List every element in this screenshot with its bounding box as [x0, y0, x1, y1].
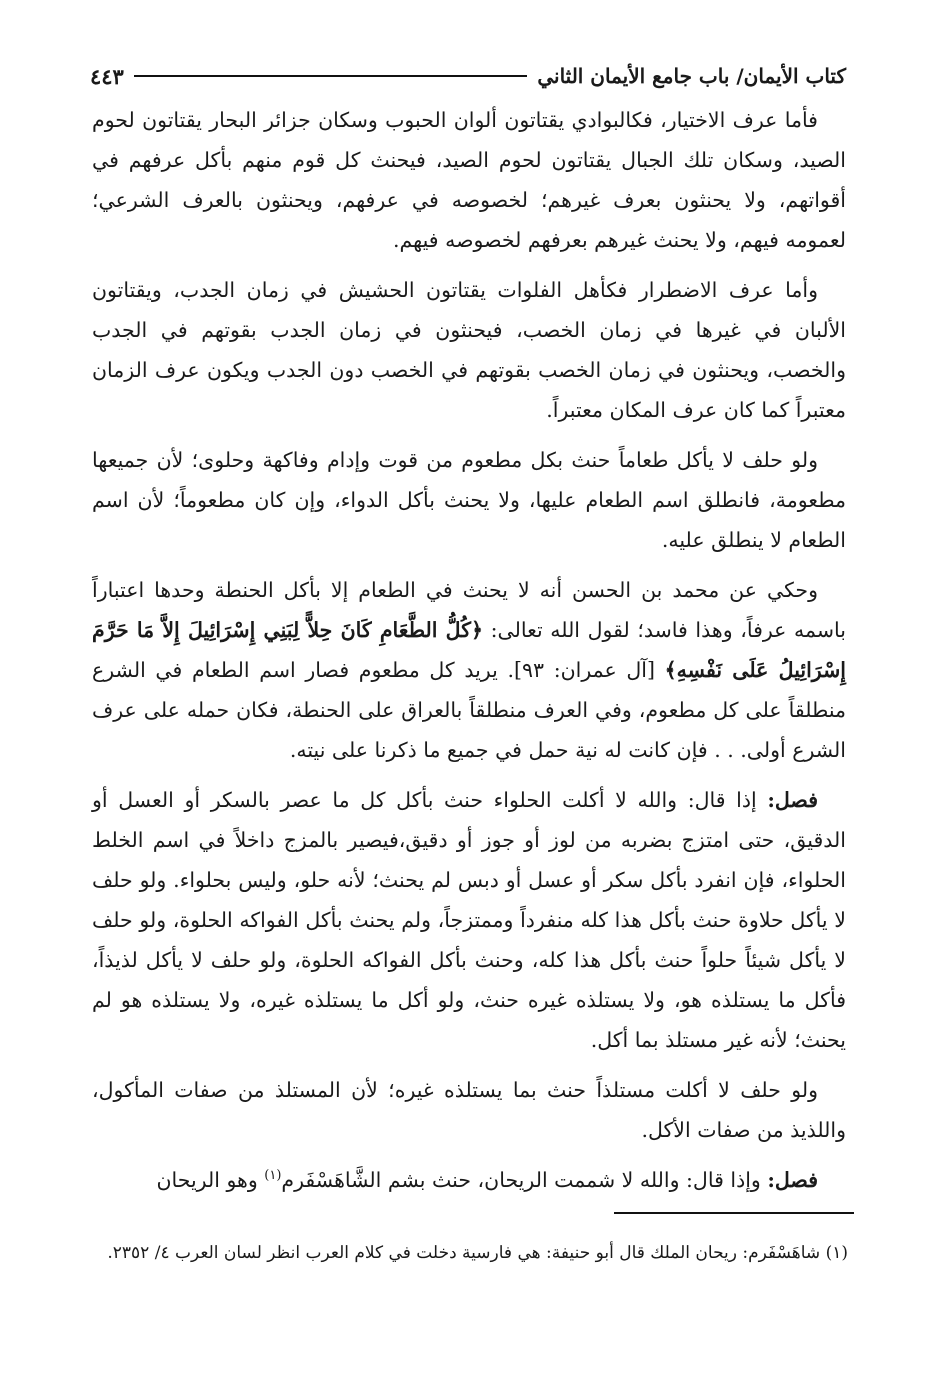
- section-text: وإذا قال: والله لا شممت الريحان، حنث بشم الشَّاهَسْفَرم: [281, 1168, 768, 1192]
- footnote-divider: [614, 1212, 854, 1214]
- paragraph-muhammad-ibn-hasan: [92, 570, 846, 770]
- footnote-number: (١): [825, 1243, 848, 1263]
- footnote: [92, 1236, 848, 1270]
- paragraph-food-oath: ولو حلف لا يأكل طعاماً حنث بكل مطعوم من قوت وإدام وفاكهة وحلوى؛ لأن جميعها مطعومة، فانطلق اسم الطعام عليها، ولا يحنث بأكل الدواء، وإن كان مطعوماً؛ لأن اسم الطعام لا ينطلق عليه.: [92, 448, 846, 552]
- section-sweets: [92, 780, 846, 1060]
- header-rule: [134, 75, 527, 77]
- running-header: [90, 56, 846, 96]
- main-text: [92, 100, 846, 1210]
- section-label: فصل:: [767, 788, 818, 812]
- section-text: إذا قال: والله لا أكلت الحلواء حنث بأكل كل ما عصر بالسكر أو العسل أو الدقيق، حتى امتزج بضربه من لوز أو جوز أو دقيق،فيصير بالمزج داخلاً في اسم الخلط الحلواء، فإن انفرد بأكل سكر أو عسل أو دبس لم يحنث؛ لأنه حلو، وليس بحلواء. ولو حلف لا يأكل حلاوة حنث بأكل هذا كله منفرداً وممتزجاً، ولم يحنث بأكل الفواكه الحلوة، ولو حلف لا يأكل شيئاً حلواً حنث بأكل هذا كله، وحنث بأكل الفواكه الحلوة، ولو حلف لا يأكل لذيذاً، فأكل ما يستلذه هو، ولا يستلذه غيره حنث، ولو أكل ما يستلذه غيره، ولا يستلذه هو لم يحنث؛ لأنه غير مستلذ بما أكل.: [92, 788, 846, 1052]
- paragraph-delicious: ولو حلف لا أكلت مستلذاً حنث بما يستلذه غيره؛ لأن المستلذ من صفات المأكول، واللذيذ من صفات الأكل.: [92, 1078, 846, 1142]
- paragraph-choice-custom: فأما عرف الاختيار، فكالبوادي يقتاتون ألوان الحبوب وسكان جزائر البحار يقتاتون لحوم الصيد، وسكان تلك الجبال يقتاتون لحوم الصيد، فيحنث كل قوم منهم بأكل عرفهم في أقواتهم، ولا يحنثون بعرف غيرهم؛ لخصوصه في عرفهم، ويحنثون بالعرف الشرعي؛ لعمومه فيهم، ولا يحنث غيرهم بعرفهم لخصوصه فيهم.: [92, 108, 846, 252]
- page-number: ٤٤٣: [90, 63, 124, 89]
- section-text: وهو الريحان: [156, 1168, 265, 1192]
- quran-verse: ﴿كُلُّ الطَّعَامِ كَانَ حِلاًّ لِبَنِي إِسْرَائِيلَ إِلاَّ مَا حَرَّمَ إِسْرَائِيلُ عَلَى نَفْسِهِ﴾: [92, 618, 846, 682]
- footnote-text: شاهَسْفَرم: ريحان الملك قال أبو حنيفة: هي فارسية دخلت في كلام العرب انظر لسان العرب ٤/ ٢٣٥٢.: [107, 1243, 826, 1263]
- footnote-reference: (١): [264, 1168, 282, 1184]
- section-basil: [92, 1160, 846, 1200]
- paragraph-text: وحكي عن محمد بن الحسن أنه لا يحنث في الطعام إلا بأكل الحنطة وحدها اعتباراً باسمه عرفاً، وهذا فاسد؛ لقول الله تعالى:: [92, 578, 846, 642]
- paragraph-text: [آل عمران: ٩٣]. يريد كل مطعوم فصار اسم الطعام في الشرع منطلقاً على كل مطعوم، وفي العرف منطلقاً بالعراق على الحنطة، فكان حمله على عرف الشرع أولى. . . فإن كانت له نية حمل في جميع ما ذكرنا على نيته.: [92, 658, 846, 762]
- header-title: كتاب الأيمان/ باب جامع الأيمان الثاني: [537, 64, 846, 88]
- paragraph-necessity-custom: وأما عرف الاضطرار فكأهل الفلوات يقتاتون الحشيش في زمان الجدب، ويقتاتون الألبان في غيرها في زمان الخصب، فيحنثون في زمان الجدب بقوتهم في الجدب والخصب، ويحنثون في زمان الخصب بقوتهم في الخصب دون الجدب ويكون عرف الزمان معتبراً كما كان عرف المكان معتبراً.: [92, 278, 846, 422]
- section-label: فصل:: [767, 1168, 818, 1192]
